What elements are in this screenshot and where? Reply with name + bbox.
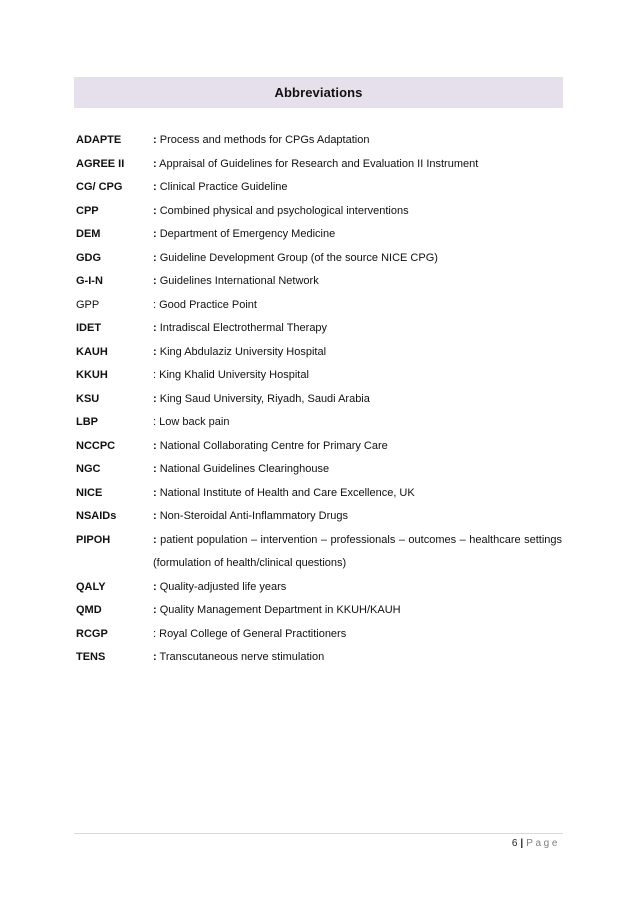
abbreviation-definition-text: Combined physical and psychological interventions [159,204,409,217]
abbreviation-definition-text: Transcutaneous nerve stimulation [159,651,325,663]
abbreviation-row [76,435,564,459]
abbreviation-definition-text: King Khalid University Hospital [159,369,309,381]
abbreviation-definition [153,435,564,459]
abbreviations-heading-band [74,77,563,108]
abbreviation-row [76,270,564,294]
abbreviation-definition-text: Clinical Practice Guideline [159,181,288,193]
abbreviation-definition [153,129,564,153]
abbreviation-definition [153,646,564,670]
abbreviation-row [76,529,564,576]
definition-separator: : [153,486,157,499]
abbreviation-row [76,623,564,647]
abbreviation-term: CG/ CPG [76,181,123,193]
definition-separator: : [153,439,157,452]
abbreviation-row [76,153,564,177]
abbreviation-definition [153,599,564,623]
definition-separator: : [153,604,157,616]
abbreviation-definition [153,341,564,365]
abbreviation-definition-text: National Collaborating Centre for Primary Care [159,439,388,452]
abbreviation-definition [153,317,564,341]
abbreviation-term: NSAIDs [76,510,117,522]
abbreviation-definition-text: Guideline Development Group (of the source NICE CPG) [159,251,438,264]
page-number: 6 [511,838,518,849]
definition-separator: : [153,533,157,546]
footer-divider [74,833,563,834]
abbreviation-definition-text: Good Practice Point [159,298,257,311]
abbreviation-definition-text: Royal College of General Practitioners [159,627,347,640]
definition-separator: : [153,416,157,428]
abbreviation-definition [153,411,564,435]
abbreviation-term: NICE [76,486,103,499]
abbreviation-list [76,129,564,670]
definition-separator: : [153,157,157,170]
abbreviation-term: IDET [76,322,102,334]
abbreviation-definition-text: Appraisal of Guidelines for Research and Evaluation II Instrument [159,157,479,170]
abbreviation-row [76,200,564,224]
page-title: Abbreviations [274,85,363,100]
abbreviation-row [76,294,564,318]
abbreviation-term: ADAPTE [76,134,122,146]
abbreviation-row [76,388,564,412]
abbreviation-term: QALY [76,580,106,593]
abbreviation-definition [153,294,564,318]
abbreviation-definition [153,176,564,200]
abbreviation-term: KSU [76,392,100,405]
definition-separator: : [153,345,157,358]
abbreviation-row [76,341,564,365]
abbreviation-row [76,176,564,200]
definition-separator: : [153,510,157,522]
abbreviation-term: GDG [76,251,102,264]
abbreviation-definition [153,270,564,294]
abbreviation-definition [153,482,564,506]
abbreviation-definition-text: Low back pain [159,416,230,428]
definition-separator: : [153,134,157,146]
abbreviation-definition-text: Intradiscal Electrothermal Therapy [159,322,328,334]
abbreviation-term: LBP [76,416,98,428]
definition-separator: : [153,298,157,311]
abbreviation-term: CPP [76,204,99,217]
abbreviation-definition-text: patient population – intervention – professionals – outcomes – healthcare settings (formulation of health/clinical questions) [153,533,562,569]
abbreviation-row [76,458,564,482]
definition-separator: : [153,651,157,663]
abbreviation-definition-text: Quality-adjusted life years [159,580,287,593]
abbreviation-term: KAUH [76,345,108,358]
abbreviation-definition [153,458,564,482]
abbreviation-term: KKUH [76,369,108,381]
definition-separator: : [153,322,157,334]
footer-separator: | [520,838,524,849]
abbreviation-row [76,411,564,435]
abbreviation-row [76,505,564,529]
abbreviation-definition [153,153,564,177]
abbreviation-definition-text: Non-Steroidal Anti-Inflammatory Drugs [159,510,349,522]
abbreviation-row [76,317,564,341]
definition-separator: : [153,580,157,593]
abbreviation-definition-text: Department of Emergency Medicine [159,228,336,240]
definition-separator: : [153,251,157,264]
definition-separator: : [153,204,157,217]
abbreviation-term: AGREE II [76,157,125,170]
definition-separator: : [153,181,157,193]
definition-separator: : [153,463,157,475]
abbreviation-definition [153,247,564,271]
abbreviation-definition [153,364,564,388]
abbreviation-row [76,364,564,388]
definition-separator: : [153,392,157,405]
abbreviation-term: NCCPC [76,439,116,452]
abbreviation-row [76,482,564,506]
abbreviation-definition-text: King Abdulaziz University Hospital [159,345,327,358]
abbreviation-term: GPP [76,298,100,311]
abbreviation-definition-text: Quality Management Department in KKUH/KAUH [159,604,401,616]
abbreviation-definition [153,529,564,576]
abbreviation-definition-text: National Guidelines Clearinghouse [159,463,330,475]
definition-separator: : [153,627,157,640]
definition-separator: : [153,228,157,240]
abbreviation-term: DEM [76,228,101,240]
abbreviation-row [76,247,564,271]
abbreviation-definition-text: Guidelines International Network [159,275,319,287]
abbreviation-term: PIPOH [76,533,111,546]
page-footer [512,838,560,849]
abbreviation-definition [153,223,564,247]
abbreviation-term: QMD [76,604,102,616]
abbreviation-definition-text: Process and methods for CPGs Adaptation [159,134,370,146]
abbreviation-definition-text: King Saud University, Riyadh, Saudi Arabia [159,392,370,405]
page-word: Page [526,838,560,849]
abbreviation-definition [153,505,564,529]
abbreviation-term: NGC [76,463,101,475]
abbreviation-row [76,646,564,670]
abbreviation-row [76,129,564,153]
abbreviation-row [76,576,564,600]
abbreviation-definition [153,200,564,224]
abbreviation-term: TENS [76,651,106,663]
abbreviation-row [76,223,564,247]
definition-separator: : [153,275,157,287]
abbreviation-definition [153,623,564,647]
definition-separator: : [153,369,157,381]
abbreviation-definition [153,388,564,412]
abbreviation-definition [153,576,564,600]
abbreviation-definition-text: National Institute of Health and Care Excellence, UK [159,486,415,499]
abbreviation-term: G-I-N [76,275,103,287]
abbreviation-row [76,599,564,623]
abbreviation-term: RCGP [76,627,108,640]
